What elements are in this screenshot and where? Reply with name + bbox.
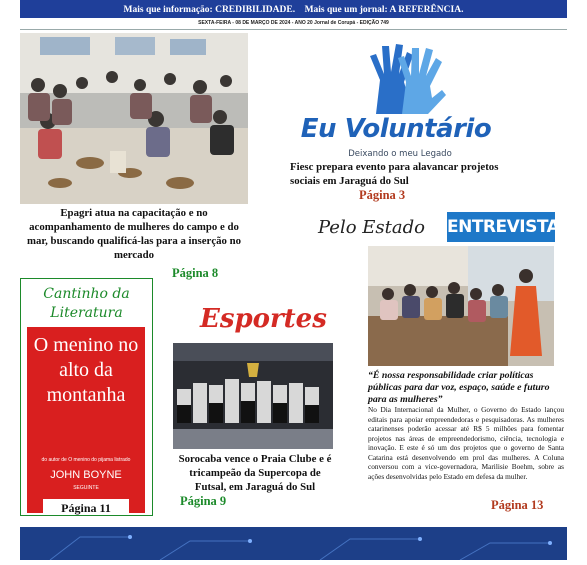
epagri-page-ref[interactable]: Página 8 [172, 266, 219, 280]
epagri-photo[interactable] [20, 33, 248, 204]
interview-photo[interactable] [368, 246, 554, 366]
header-tagline: Mais que informação: CREDIBILIDADE. Mais que um jornal: A REFERÊNCIA. [123, 5, 464, 15]
cantinho-page-text: Página 11 [61, 501, 111, 515]
hands-logo-icon [346, 36, 456, 116]
fiesc-page-ref[interactable]: Página 3 [359, 188, 406, 202]
esportes-page-ref[interactable]: Página 9 [180, 494, 227, 508]
section-esportes: Esportes [200, 304, 327, 334]
book-title: O menino no alto da montanha [33, 334, 139, 406]
cantinho-page-ref[interactable] [43, 499, 129, 515]
entrevista-badge[interactable]: ENTREVISTA [447, 212, 555, 242]
bottom-banner[interactable] [20, 527, 567, 560]
cantinho-literatura-box[interactable] [20, 278, 153, 516]
interview-body: No Dia Internacional da Mulher, o Governo do Estado lançou editais para apoiar empreendedoras e pesquisadoras. As mulheres catarinenses poderão acessar até R$ 5 milhões para fomentar projetos nas áreas de empreendedorismo, ciência, tecnologia e inovação. E este é só um dos projetos que o governo de Santa Catarina está desenvolvendo em prol das mulheres. A Coluna conversou com a vice-governadora, Marilisie Boehm, sobre as ações desenvolvidas pelo Estado em defesa da mulher. [368, 405, 564, 481]
section-pelo-estado: Pelo Estado [318, 217, 425, 238]
cantinho-title: Cantinho da Literatura [43, 286, 130, 321]
book-cover[interactable] [27, 327, 145, 513]
interview-page-ref[interactable]: Página 13 [491, 498, 544, 512]
book-blurb: do autor de O menino do pijama listrado [41, 457, 131, 463]
esportes-headline[interactable]: Sorocaba vence o Praia Clube e é tricampeão da Supercopa de Futsal, em Jaraguá do Sul [178, 453, 332, 493]
fiesc-headline[interactable]: Fiesc prepara evento para alavancar projetos sociais em Jaraguá do Sul [290, 161, 499, 187]
dateline: SEXTA-FEIRA - 08 DE MARÇO DE 2024 - ANO 20 Jornal de Corupá - EDIÇÃO 749 [198, 20, 389, 26]
header-tagline-bar [20, 0, 567, 18]
header-rule [20, 29, 567, 30]
book-publisher: SEGUINTE [73, 485, 99, 491]
epagri-headline[interactable]: Epagri atua na capacitação e no acompanhamento de mulheres do campo e do mar, buscando qualificá-las para a inserção no mercado [26, 207, 242, 261]
eu-voluntario-title[interactable]: Eu Voluntário [300, 114, 492, 144]
interview-quote: “É nossa responsabilidade criar políticas públicas para dar voz, espaço, saúde e futuro para as mulheres” [368, 370, 550, 405]
book-author: JOHN BOYNE [50, 469, 122, 481]
esportes-photo[interactable] [173, 343, 333, 449]
eu-voluntario-subtitle: Deixando o meu Legado [348, 149, 452, 159]
